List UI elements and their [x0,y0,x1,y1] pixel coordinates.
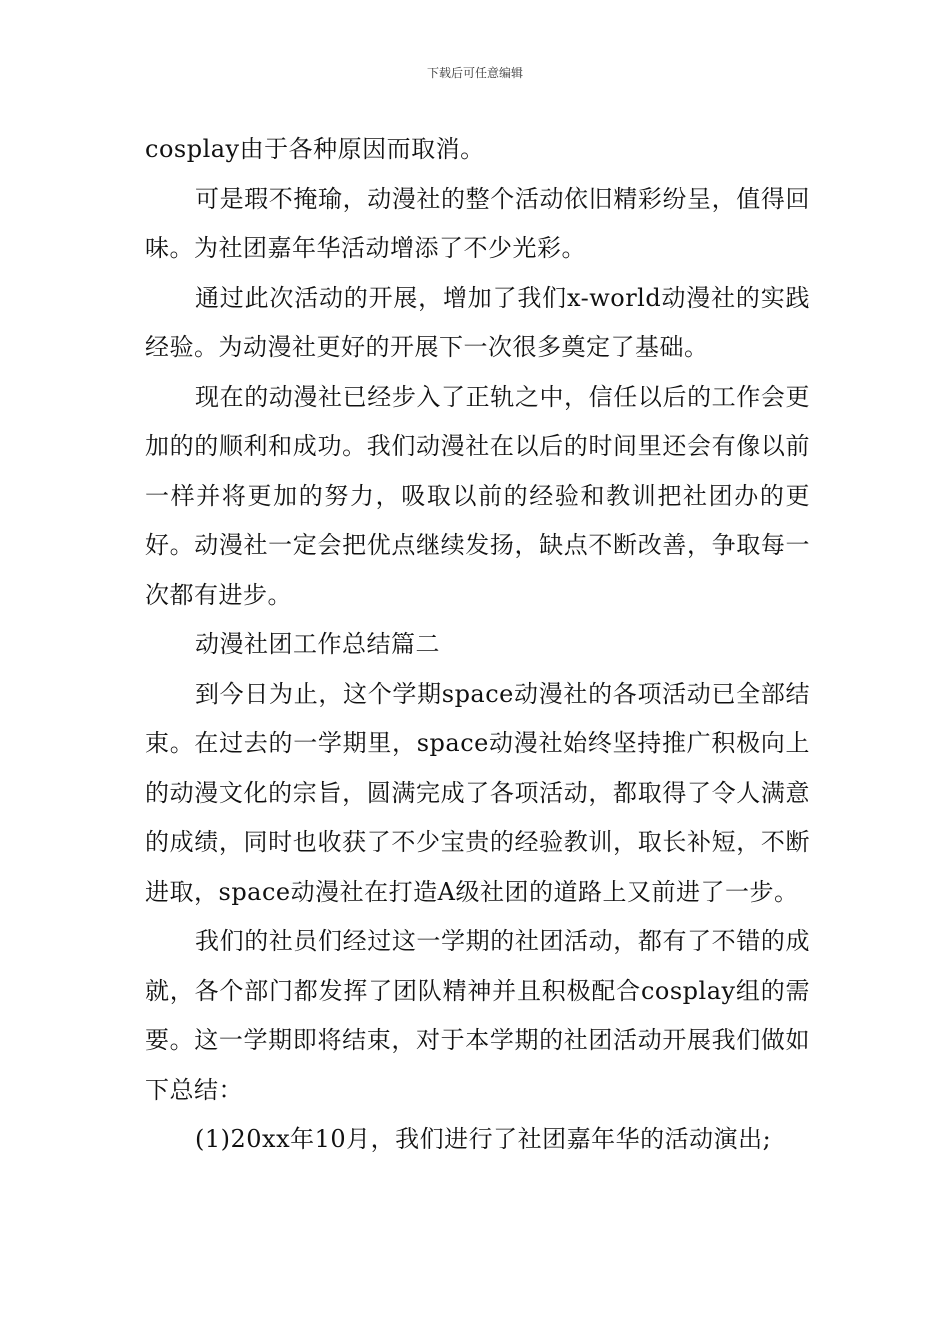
paragraph-2: 可是瑕不掩瑜，动漫社的整个活动依旧精彩纷呈，值得回味。为社团嘉年华活动增添了不少光彩。 [145,184,810,262]
list-item-1: (1)20xx年10月，我们进行了社团嘉年华的活动演出; [195,1125,772,1153]
document-body [145,125,810,1165]
paragraph-1: cosplay由于各种原因而取消。 [145,135,485,163]
paragraph-4: 现在的动漫社已经步入了正轨之中，信任以后的工作会更加的的顺利和成功。我们动漫社在以后的时间里还会有像以前一样并将更加的努力，吸取以前的经验和教训把社团办的更好。动漫社一定会把优点继续发扬，缺点不断改善，争取每一次都有进步。 [145,382,810,609]
paragraph-5: 到今日为止，这个学期space动漫社的各项活动已全部结束。在过去的一学期里，space动漫社始终坚持推广积极向上的动漫文化的宗旨，圆满完成了各项活动，都取得了令人满意的成绩，同时也收获了不少宝贵的经验教训，取长补短，不断进取，space动漫社在打造A级社团的道路上又前进了一步。 [145,679,810,906]
paragraph-3: 通过此次活动的开展，增加了我们x-world动漫社的实践经验。为动漫社更好的开展下一次很多奠定了基础。 [145,283,810,361]
page-header: 下载后可任意编辑 [426,66,523,80]
section-heading: 动漫社团工作总结篇二 [195,630,440,658]
paragraph-6: 我们的社员们经过这一学期的社团活动，都有了不错的成就，各个部门都发挥了团队精神并且积极配合cosplay组的需要。这一学期即将结束，对于本学期的社团活动开展我们做如下总结： [145,927,810,1104]
